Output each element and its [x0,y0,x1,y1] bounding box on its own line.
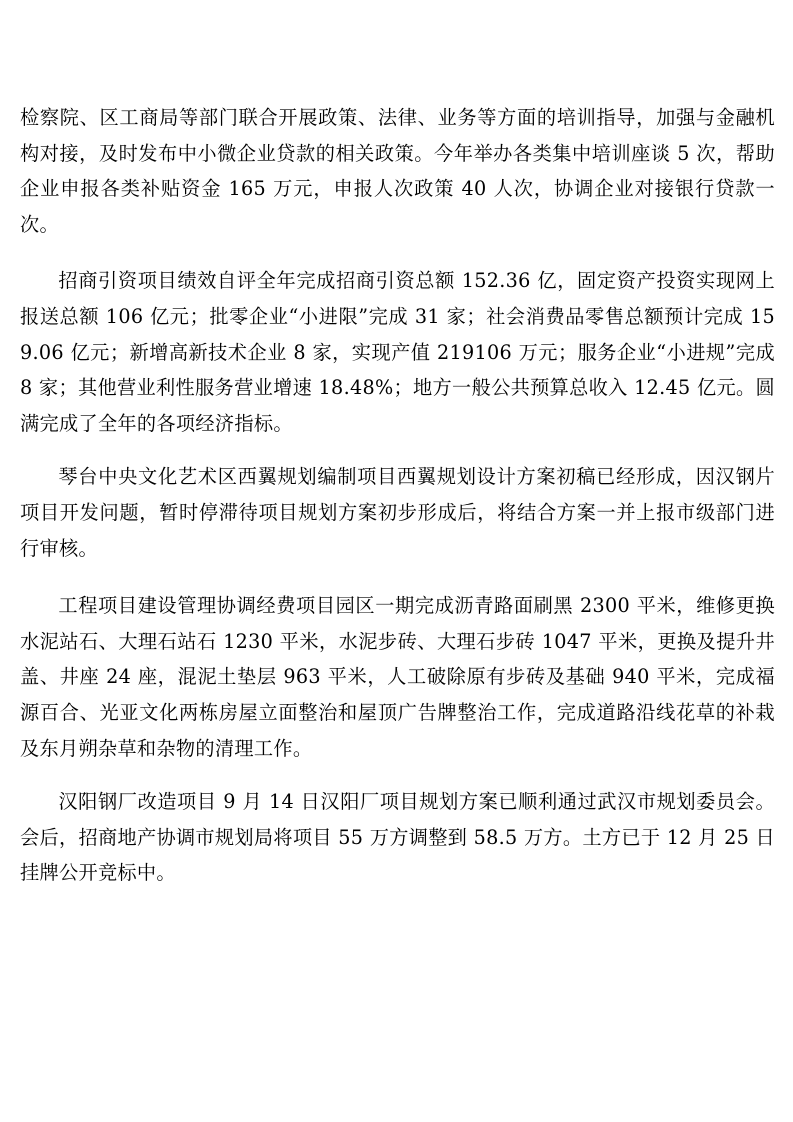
paragraph-engineering-coordination: 工程项目建设管理协调经费项目园区一期完成沥青路面刷黑 2300 平米，维修更换水泥站石、大理石站石 1230 平米，水泥步砖、大理石步砖 1047 平米，更换及提升井盖、井座 24 座，混泥土垫层 963 平米，人工破除原有步砖及基础 940 平米，完成福源百合、光亚文化两栋房屋立面整治和屋顶广告牌整治工作，完成道路沿线花草的补栽及东月朔杂草和杂物的清理工作。 [20,594,775,760]
paragraph-training-continued: 检察院、区工商局等部门联合开展政策、法律、业务等方面的培训指导，加强与金融机构对接，及时发布中小微企业贷款的相关政策。今年举办各类集中培训座谈 5 次，帮助企业申报各类补贴资金 165 万元，申报人次政策 40 人次，协调企业对接银行贷款一次。 [20,106,775,236]
paragraph-qintai-planning: 琴台中央文化艺术区西翼规划编制项目西翼规划设计方案初稿已经形成，因汉钢片项目开发问题，暂时停滞待项目规划方案初步形成后，将结合方案一并上报市级部门进行审核。 [20,465,775,560]
paragraph-hanyang-steel-renovation: 汉阳钢厂改造项目 9 月 14 日汉阳厂项目规划方案已顺利通过武汉市规划委员会。会后，招商地产协调市规划局将项目 55 万方调整到 58.5 万方。土方已于 12 月 25 日挂牌公开竞标中。 [20,790,775,885]
paragraph-investment-performance: 招商引资项目绩效自评全年完成招商引资总额 152.36 亿，固定资产投资实现网上报送总额 106 亿元；批零企业“小进限”完成 31 家；社会消费品零售总额预计完成 159.06 亿元；新增高新技术企业 8 家，实现产值 219106 万元；服务企业“小进规”完成 8 家；其他营业利性服务营业增速 18.48%；地方一般公共预算总收入 12.45 亿元。圆满完成了全年的各项经济指标。 [20,269,775,435]
document-body [20,100,775,891]
